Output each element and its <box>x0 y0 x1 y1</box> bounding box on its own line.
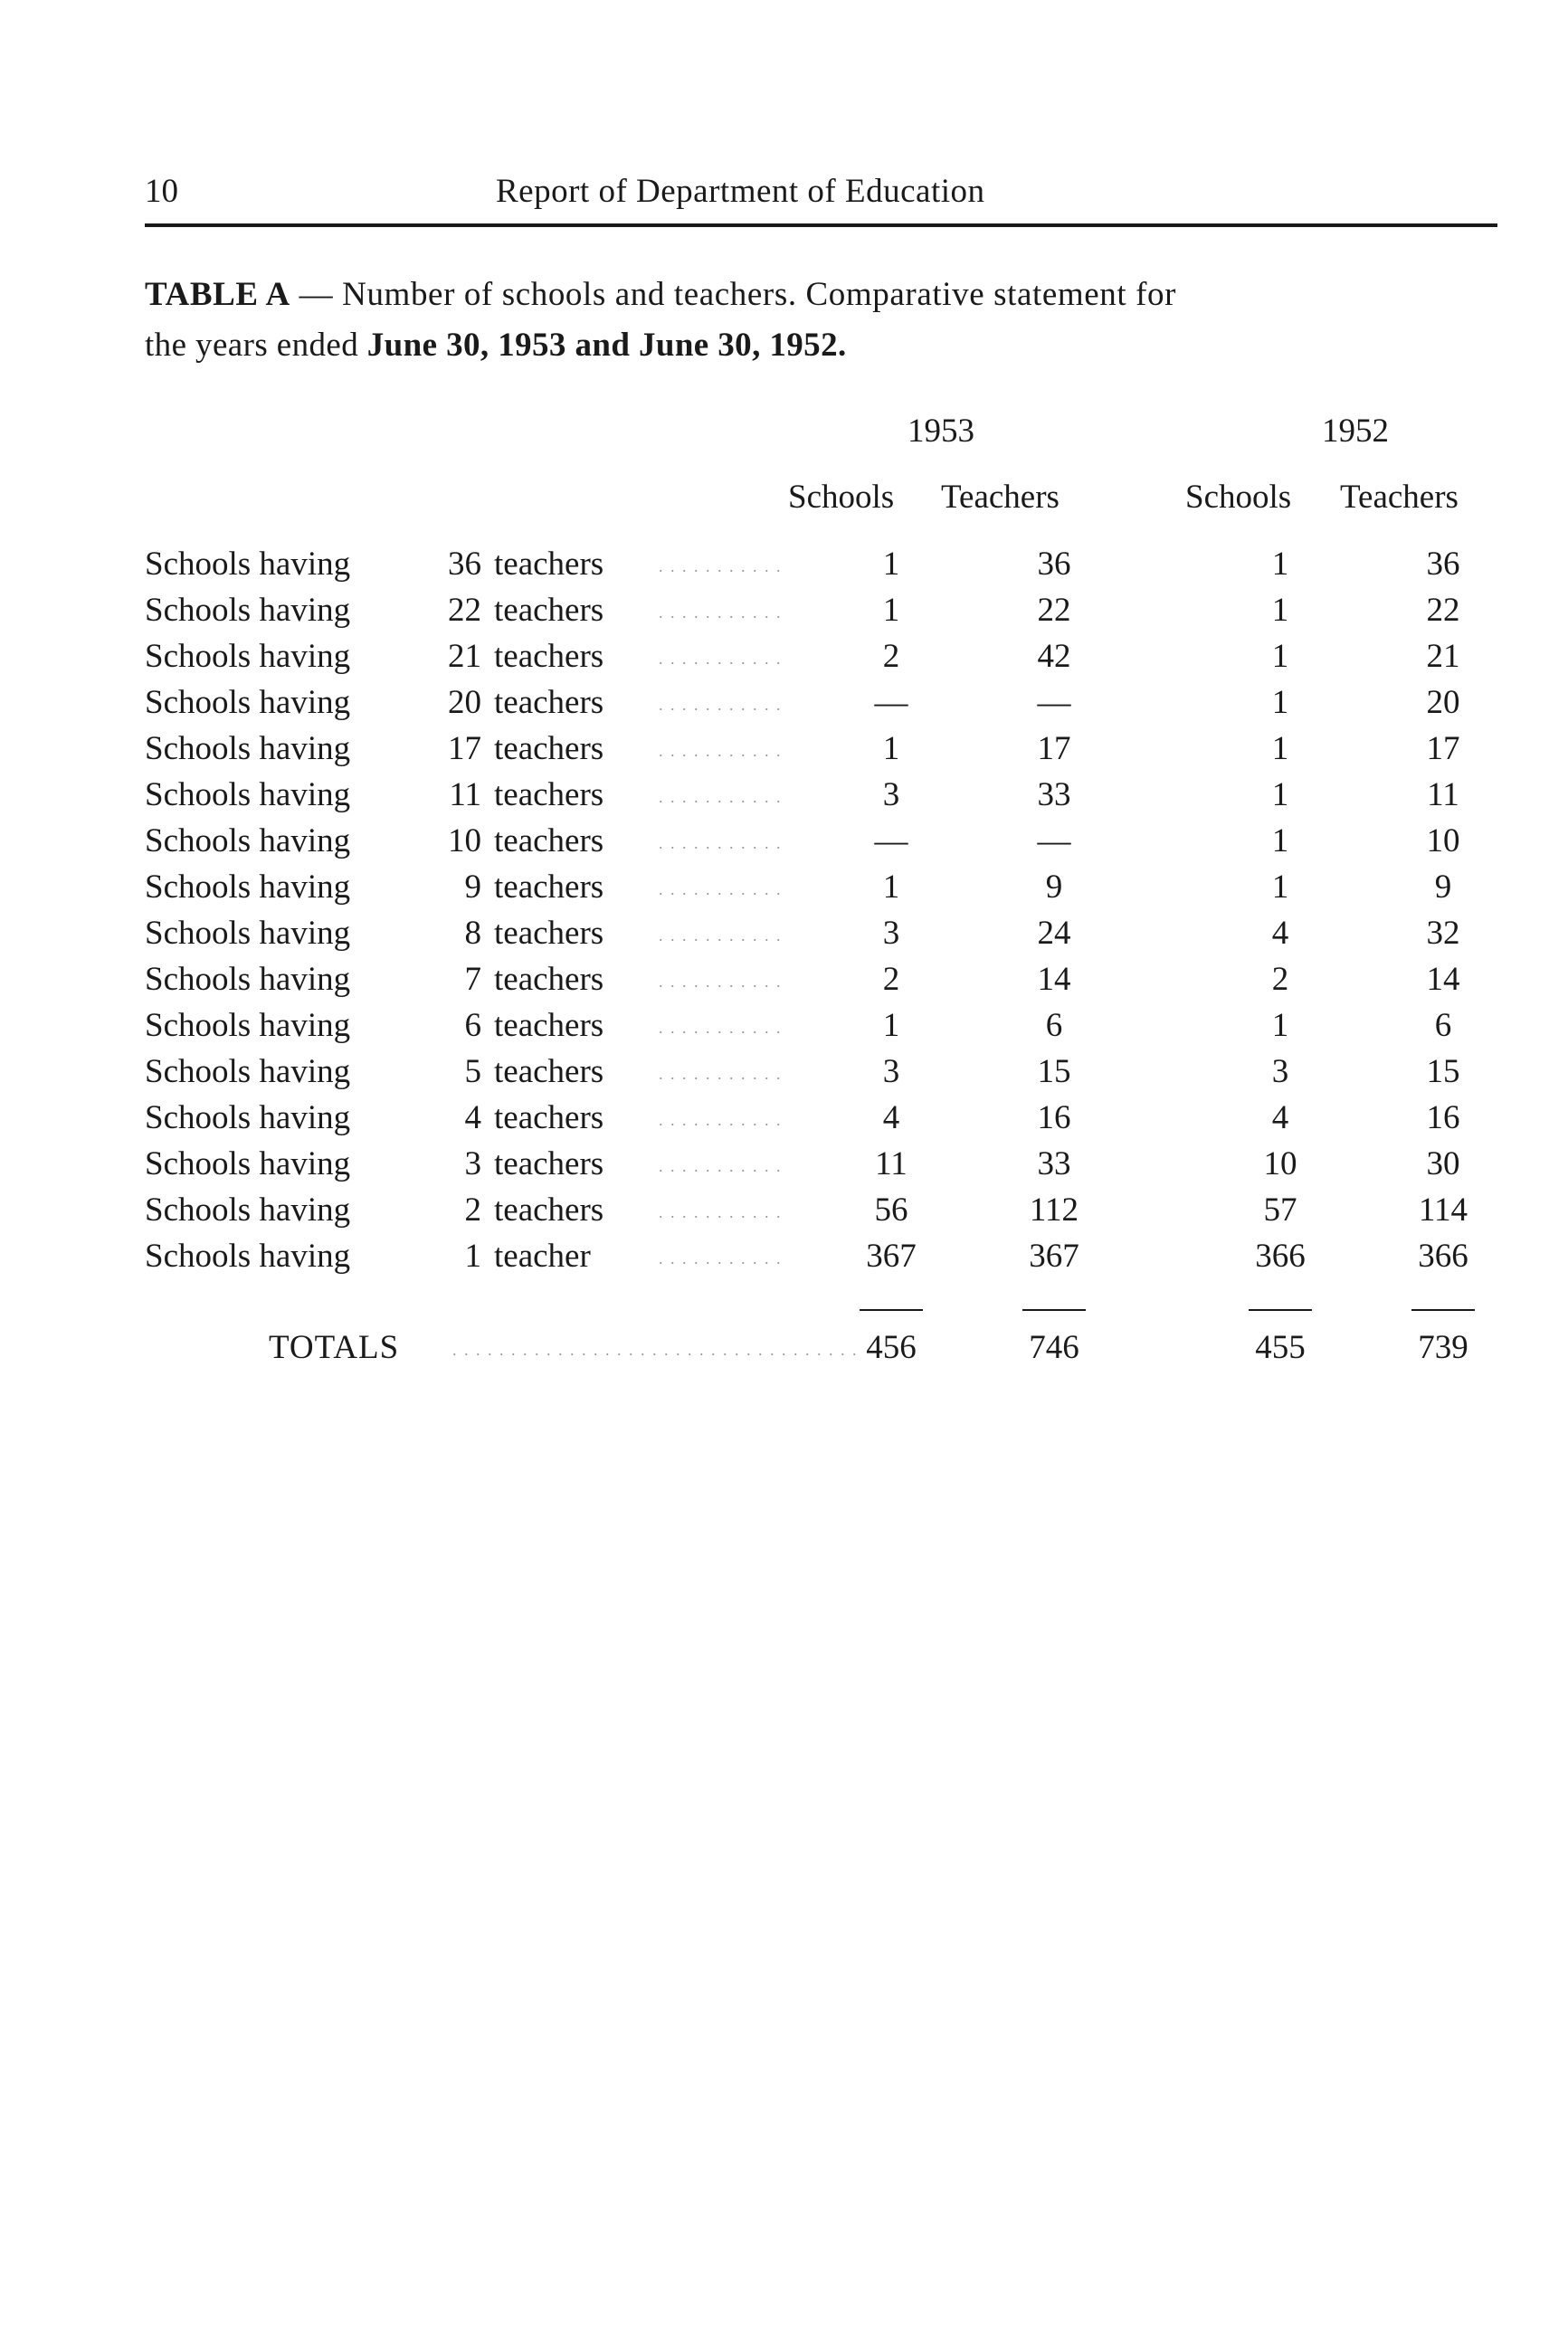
sum-rule-schools-1952 <box>1249 1309 1312 1311</box>
totals-schools-1953: 456 <box>866 1329 917 1366</box>
teachers-1952-cell: 15 <box>1426 1053 1460 1090</box>
leader-dots: . . . . . . . . . . . <box>659 880 783 898</box>
schools-1952-cell: 57 <box>1263 1191 1297 1229</box>
schools-1953-cell: — <box>874 822 908 859</box>
row-label-unit: teachers <box>494 638 604 675</box>
teachers-1952-cell: 22 <box>1426 592 1460 629</box>
schools-1952-cell: 366 <box>1255 1238 1306 1275</box>
running-header <box>145 172 1497 215</box>
totals-schools-1952: 455 <box>1255 1329 1306 1366</box>
teachers-1952-cell: 32 <box>1426 915 1460 952</box>
row-label-prefix: Schools having <box>145 1099 351 1136</box>
schools-1953-cell: 2 <box>882 961 900 998</box>
table-row <box>0 914 1568 960</box>
row-label-unit: teachers <box>494 822 604 859</box>
row-label-unit: teachers <box>494 1145 604 1182</box>
row-label <box>145 914 603 953</box>
leader-dots: . . . . . . . . . . . <box>659 603 783 622</box>
table-row <box>0 960 1568 1006</box>
teachers-1953-cell: 22 <box>1037 592 1071 629</box>
teachers-1953-cell: 6 <box>1045 1007 1063 1044</box>
row-label-unit: teachers <box>494 1099 604 1136</box>
caption-line2-start: the years ended <box>145 327 367 364</box>
table-row <box>0 1237 1568 1283</box>
row-label-count: 21 <box>448 638 481 675</box>
table-row <box>0 545 1568 591</box>
schools-1953-cell: 2 <box>882 638 900 675</box>
row-label <box>145 1098 603 1137</box>
row-label-count: 5 <box>464 1053 481 1090</box>
col-header-teachers-1953: Teachers <box>941 479 1060 516</box>
leader-dots: . . . . . . . . . . . <box>659 1157 783 1175</box>
table-row <box>0 1098 1568 1144</box>
row-label <box>145 1191 603 1229</box>
teachers-1952-cell: 36 <box>1426 546 1460 583</box>
schools-1952-cell: 1 <box>1271 684 1289 721</box>
row-label-unit: teachers <box>494 1053 604 1090</box>
table-caption <box>145 270 1502 371</box>
teachers-1952-cell: 114 <box>1418 1191 1468 1229</box>
running-title: Report of Department of Education <box>496 173 985 210</box>
row-label-count: 4 <box>464 1099 481 1136</box>
leader-dots: . . . . . . . . . . . <box>659 1203 783 1221</box>
row-label-prefix: Schools having <box>145 638 351 675</box>
row-label-prefix: Schools having <box>145 730 351 767</box>
teachers-1952-cell: 11 <box>1427 776 1459 813</box>
row-label <box>145 591 603 630</box>
row-label-unit: teachers <box>494 546 604 583</box>
teachers-1953-cell: 33 <box>1037 776 1071 813</box>
teachers-1953-cell: 17 <box>1037 730 1071 767</box>
row-label-unit: teacher <box>494 1238 591 1275</box>
sum-rule-schools-1953 <box>860 1309 923 1311</box>
schools-1952-cell: 10 <box>1263 1145 1297 1182</box>
totals-label: TOTALS <box>269 1329 400 1366</box>
col-header-teachers-1952: Teachers <box>1340 479 1459 516</box>
row-label-count: 9 <box>464 869 481 906</box>
schools-1953-cell: 1 <box>882 730 900 767</box>
col-header-schools-1952: Schools <box>1185 479 1292 516</box>
row-label-prefix: Schools having <box>145 1238 351 1275</box>
teachers-1952-cell: 16 <box>1426 1099 1460 1136</box>
caption-dash: — <box>290 276 343 313</box>
row-label-unit: teachers <box>494 730 604 767</box>
caption-line-1 <box>145 270 1502 320</box>
teachers-1952-cell: 30 <box>1426 1145 1460 1182</box>
row-label-count: 8 <box>464 915 481 952</box>
schools-1952-cell: 1 <box>1271 822 1289 859</box>
leader-dots: . . . . . . . . . . . <box>659 1019 783 1037</box>
totals-teachers-1952: 739 <box>1418 1329 1468 1366</box>
row-label-unit: teachers <box>494 1191 604 1229</box>
row-label <box>145 821 603 860</box>
row-label <box>145 775 603 814</box>
schools-1952-cell: 1 <box>1271 869 1289 906</box>
teachers-1952-cell: 6 <box>1434 1007 1452 1044</box>
leader-dots: . . . . . . . . . . . <box>659 973 783 991</box>
row-label-prefix: Schools having <box>145 869 351 906</box>
teachers-1953-cell: — <box>1037 684 1071 721</box>
teachers-1952-cell: 17 <box>1426 730 1460 767</box>
row-label-count: 2 <box>464 1191 481 1229</box>
row-label-count: 6 <box>464 1007 481 1044</box>
totals-teachers-1953: 746 <box>1029 1329 1079 1366</box>
row-label-unit: teachers <box>494 1007 604 1044</box>
row-label-prefix: Schools having <box>145 1191 351 1229</box>
teachers-1953-cell: 24 <box>1037 915 1071 952</box>
caption-date-1953: June 30, 1953 <box>366 327 566 364</box>
table-row <box>0 1191 1568 1237</box>
teachers-1952-cell: 366 <box>1418 1238 1468 1275</box>
schools-1952-cell: 4 <box>1271 915 1289 952</box>
schools-1952-cell: 1 <box>1271 592 1289 629</box>
row-label-unit: teachers <box>494 869 604 906</box>
row-label-unit: teachers <box>494 776 604 813</box>
table-row <box>0 775 1568 821</box>
schools-1953-cell: 1 <box>882 1007 900 1044</box>
row-label-prefix: Schools having <box>145 1145 351 1182</box>
table-row <box>0 729 1568 775</box>
schools-1952-cell: 1 <box>1271 546 1289 583</box>
row-label-unit: teachers <box>494 915 604 952</box>
leader-dots: . . . . . . . . . . . <box>659 788 783 806</box>
caption-prefix: TABLE A <box>145 276 290 313</box>
table-row <box>0 683 1568 729</box>
table-row <box>0 1144 1568 1191</box>
row-label-prefix: Schools having <box>145 822 351 859</box>
sum-rule-teachers-1952 <box>1411 1309 1475 1311</box>
table-row <box>0 868 1568 914</box>
leader-dots: . . . . . . . . . . . <box>659 1065 783 1083</box>
totals-row <box>0 1328 1568 1373</box>
teachers-1952-cell: 10 <box>1426 822 1460 859</box>
leader-dots: . . . . . . . . . . . <box>659 557 783 575</box>
teachers-1953-cell: 112 <box>1029 1191 1079 1229</box>
schools-1952-cell: 1 <box>1271 776 1289 813</box>
caption-and: and <box>565 327 639 364</box>
row-label-prefix: Schools having <box>145 546 351 583</box>
row-label <box>145 637 603 676</box>
page-number: 10 <box>145 173 178 210</box>
teachers-1953-cell: 42 <box>1037 638 1071 675</box>
table-row <box>0 1052 1568 1098</box>
teachers-1953-cell: — <box>1037 822 1071 859</box>
leader-dots: . . . . . . . . . . . <box>659 1111 783 1129</box>
row-label-unit: teachers <box>494 684 604 721</box>
row-label-count: 22 <box>448 592 481 629</box>
schools-1953-cell: 3 <box>882 1053 900 1090</box>
schools-1952-cell: 1 <box>1271 730 1289 767</box>
teachers-1953-cell: 16 <box>1037 1099 1071 1136</box>
teachers-1952-cell: 20 <box>1426 684 1460 721</box>
leader-dots: . . . . . . . . . . . <box>659 650 783 668</box>
table-row <box>0 1006 1568 1052</box>
leader-dots: . . . . . . . . . . . <box>659 834 783 852</box>
schools-1952-cell: 4 <box>1271 1099 1289 1136</box>
row-label-prefix: Schools having <box>145 1007 351 1044</box>
schools-1953-cell: — <box>874 684 908 721</box>
row-label <box>145 960 603 999</box>
teachers-1953-cell: 15 <box>1037 1053 1071 1090</box>
year-header-1952: 1952 <box>1322 413 1389 450</box>
leader-dots: . . . . . . . . . . . <box>659 696 783 714</box>
row-label <box>145 1237 591 1276</box>
row-label-prefix: Schools having <box>145 776 351 813</box>
row-label-prefix: Schools having <box>145 961 351 998</box>
row-label <box>145 1052 603 1091</box>
teachers-1953-cell: 14 <box>1037 961 1071 998</box>
leader-dots: . . . . . . . . . . . <box>659 742 783 760</box>
teachers-1953-cell: 9 <box>1045 869 1063 906</box>
table-row <box>0 637 1568 683</box>
table-row <box>0 821 1568 868</box>
row-label-count: 1 <box>464 1238 481 1275</box>
caption-line-2 <box>145 320 1502 371</box>
schools-1952-cell: 2 <box>1271 961 1289 998</box>
row-label-prefix: Schools having <box>145 592 351 629</box>
teachers-1953-cell: 33 <box>1037 1145 1071 1182</box>
row-label-unit: teachers <box>494 961 604 998</box>
row-label-count: 3 <box>464 1145 481 1182</box>
schools-1953-cell: 1 <box>882 592 900 629</box>
row-label-prefix: Schools having <box>145 915 351 952</box>
row-label <box>145 683 603 722</box>
schools-1952-cell: 1 <box>1271 638 1289 675</box>
schools-1953-cell: 4 <box>882 1099 900 1136</box>
row-label <box>145 1006 603 1045</box>
row-label-count: 20 <box>448 684 481 721</box>
year-header-1953: 1953 <box>908 413 974 450</box>
teachers-1952-cell: 21 <box>1426 638 1460 675</box>
row-label-count: 17 <box>448 730 481 767</box>
row-label-count: 7 <box>464 961 481 998</box>
schools-1953-cell: 1 <box>882 546 900 583</box>
schools-1953-cell: 367 <box>866 1238 917 1275</box>
header-rule <box>145 223 1497 227</box>
row-label <box>145 545 603 584</box>
row-label-count: 36 <box>448 546 481 583</box>
schools-1953-cell: 11 <box>875 1145 908 1182</box>
row-label-count: 11 <box>449 776 481 813</box>
row-label-unit: teachers <box>494 592 604 629</box>
col-header-schools-1953: Schools <box>788 479 895 516</box>
row-label <box>145 868 603 907</box>
teachers-1952-cell: 9 <box>1434 869 1452 906</box>
sum-rule-teachers-1953 <box>1022 1309 1086 1311</box>
leader-dots: . . . . . . . . . . . <box>659 926 783 945</box>
totals-leader-dots: . . . . . . . . . . . . . . . . . . . . . . . . . . . . . . . . . . . <box>452 1341 859 1359</box>
schools-1953-cell: 3 <box>882 776 900 813</box>
teachers-1952-cell: 14 <box>1426 961 1460 998</box>
schools-1952-cell: 1 <box>1271 1007 1289 1044</box>
teachers-1953-cell: 367 <box>1029 1238 1079 1275</box>
row-label-count: 10 <box>448 822 481 859</box>
row-label <box>145 729 603 768</box>
row-label <box>145 1144 603 1183</box>
schools-1953-cell: 1 <box>882 869 900 906</box>
caption-text: Number of schools and teachers. Comparative statement for <box>342 276 1177 313</box>
teachers-1953-cell: 36 <box>1037 546 1071 583</box>
schools-1953-cell: 56 <box>874 1191 908 1229</box>
leader-dots: . . . . . . . . . . . <box>659 1249 783 1267</box>
schools-1952-cell: 3 <box>1271 1053 1289 1090</box>
row-label-prefix: Schools having <box>145 1053 351 1090</box>
row-label-prefix: Schools having <box>145 684 351 721</box>
schools-1953-cell: 3 <box>882 915 900 952</box>
caption-date-1952: June 30, 1952. <box>638 327 847 364</box>
table-row <box>0 591 1568 637</box>
